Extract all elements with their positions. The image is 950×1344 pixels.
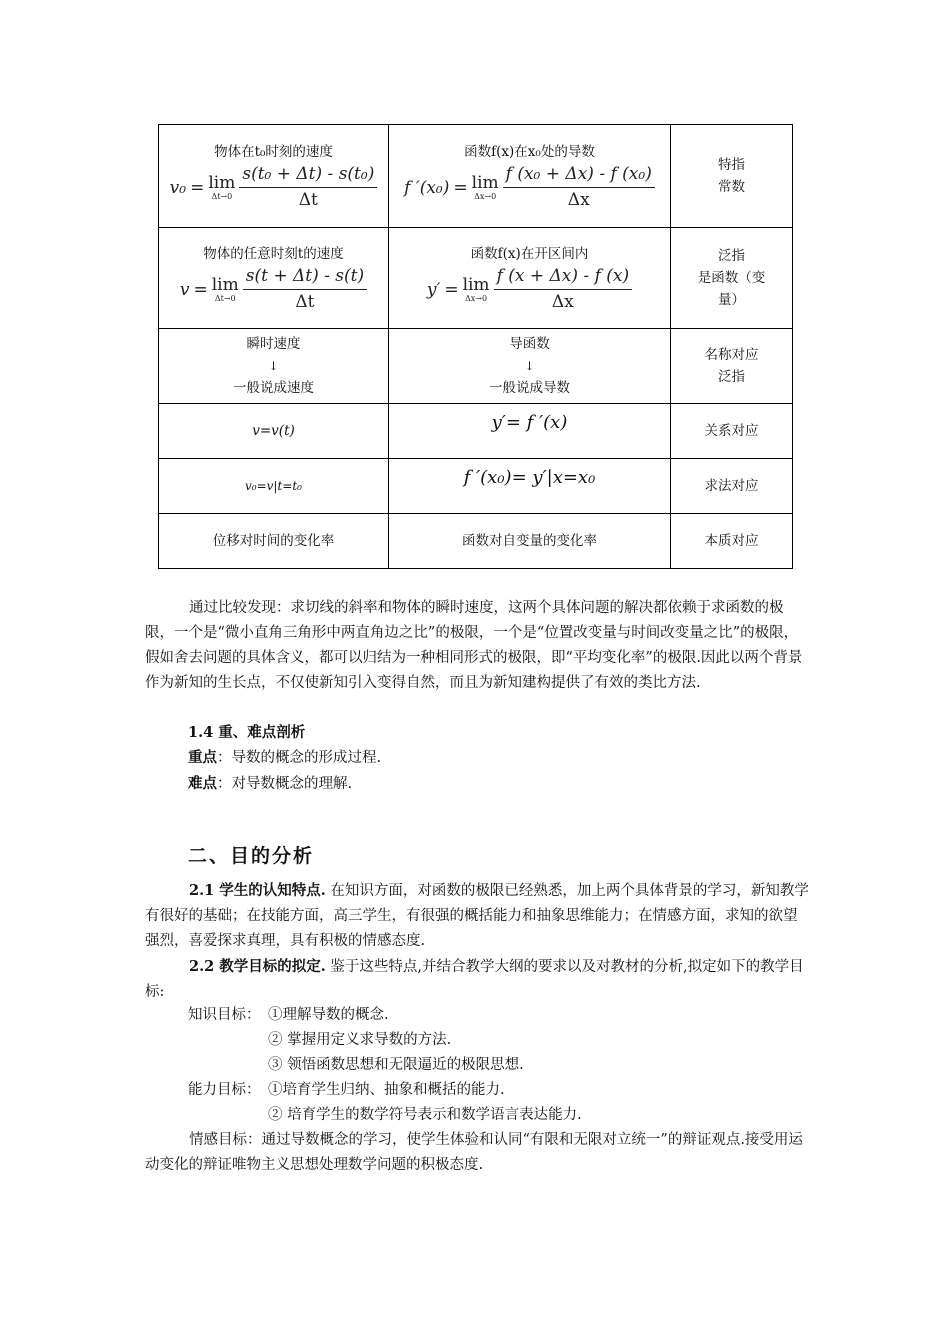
table-row [159,514,793,569]
formula-numerator: s(t₀ + Δt) - s(t₀) [239,165,377,188]
formula-lhs: y′ [426,280,441,300]
paragraph: 通过比较发现：求切线的斜率和物体的瞬时速度，这两个具体问题的解决都依赖于求函数的极限，一个是“微小直角三角形中两直角边之比”的极限，一个是“位置改变量与时间改变量之比”的极限，假如舍去问题的具体含义，都可以归结为一种相同形式的极限，即“平均变化率”的极限.因此以两个背景作为新知的生长点，不仅使新知引入变得自然，而且为新知建构提供了有效的类比方法. [145,600,803,691]
table-cell [671,228,793,329]
formula-denominator: Δt [295,292,315,312]
ability-goal [188,1078,582,1103]
table-cell [389,459,671,514]
subsection-heading: 2.2 教学目标的拟定. [189,958,326,975]
table-cell [671,329,793,404]
subsection-text: 在知识方面，对函数的极限已经熟悉，加上两个具体背景的学习，新知教学有很好的基础；在技能方面，高三学生，有很强的概括能力和抽象思维能力；在情感方面，求知的欲望强烈，喜爱探求真理，具有积极的情感态度. [145,883,809,949]
cell-label: 函数f(x)在开区间内 [470,246,589,263]
section-1-4 [188,720,808,797]
section-heading: 1.4 重、难点剖析 [188,724,306,741]
cell-label: 名称对应 [704,347,759,363]
table-cell [671,514,793,569]
goal-item: ③ 领悟函数思想和无限逼近的极限思想. [268,1057,524,1073]
difficulty-point [188,771,808,797]
key-label: 重点 [188,749,217,766]
knowledge-goal [188,1003,582,1028]
table-cell [671,459,793,514]
formula-lim-sub: Δt→0 [214,294,236,303]
cell-label: 是函数（变 [697,270,766,286]
cell-label: 导函数 [509,336,550,352]
cell-label: 物体的任意时刻t的速度 [203,246,344,263]
formula-lim-sub: Δx→0 [465,294,488,303]
cell-label: 物体在t₀时刻的速度 [214,144,333,161]
derivative-formula: f ′(x₀) = lim Δx→0 $\frac{\text{f (x₀ + Δx) - f (x₀)}}{\Delta x}$ [404,165,655,210]
cell-label: 一般说成速度 [233,380,314,396]
subsection-heading: 2.1 学生的认知特点. [189,882,326,899]
table-row [159,125,793,228]
table-row [159,404,793,459]
goal-label: 能力目标： [188,1082,261,1098]
section-2-1 [145,878,809,1005]
table-cell [159,228,389,329]
comparison-table [158,124,793,569]
table-row [159,459,793,514]
goal-item: ② 培育学生的数学符号表示和数学语言表达能力. [268,1107,582,1123]
formula-lhs: v₀ [169,178,187,198]
derivative-function-formula: y′ = lim Δx→0 $\frac{f (x + \Delta x) - f (x)}{\Delta x}$ [427,267,632,312]
cell-label: 常数 [718,179,745,195]
table-cell [159,329,389,404]
difficulty-text: ：对导数概念的理解. [217,776,353,792]
formula-lhs: f ′(x₀) [404,178,450,198]
table-cell [159,404,389,459]
cell-label: 求法对应 [704,478,759,494]
formula-numerator: f (x + Δx) - f (x) [494,267,633,290]
down-arrow-icon: ↓ [268,359,279,373]
formula-lim: lim [471,173,499,193]
goal-item: ② 掌握用定义求导数的方法. [268,1032,452,1048]
table-cell [159,514,389,569]
key-text: ：导数的概念的形成过程. [217,750,382,766]
table-row [159,329,793,404]
table-cell [671,404,793,459]
cell-label: 关系对应 [704,423,759,439]
velocity-formula: v₀ = lim Δt→0 $\frac{\text{s(t₀ + Δt) - s(t₀)}}{\Delta t}$ [170,165,378,210]
cell-label: 一般说成导数 [489,380,570,396]
key-point [188,745,808,771]
table-cell [389,329,671,404]
goal-label: 知识目标： [188,1007,261,1023]
formula-denominator: Δx [551,292,574,312]
table-cell [389,514,671,569]
paragraph: 情感目标：通过导数概念的学习，使学生体验和认同“有限和无限对立统一”的辩证观点.接受用运动变化的辩证唯物主义思想处理数学问题的积极态度. [145,1132,803,1173]
formula-lim: lim [462,275,490,295]
formula-lim-sub: Δt→0 [211,192,233,201]
formula-lim: lim [208,173,236,193]
cell-label: v=v(t) [252,423,295,439]
goal-item: ①培育学生归纳、抽象和概括的能力. [268,1082,505,1098]
formula-denominator: Δt [298,190,318,210]
cell-label: 本质对应 [704,533,759,549]
cell-label: 位移对时间的变化率 [212,533,335,549]
cell-label: 量） [718,292,745,308]
formula-numerator: f (x₀ + Δx) - f (x₀) [503,165,655,188]
cell-label: 函数f(x)在x₀处的导数 [464,144,595,161]
cell-label: 泛指 [718,369,745,385]
emotion-goal [145,1128,809,1178]
down-arrow-icon: ↓ [524,359,535,373]
comparison-paragraph [145,596,809,696]
formula-lim-sub: Δx→0 [474,192,497,201]
paragraph [145,954,809,1005]
formula-denominator: Δx [567,190,590,210]
relation-formula: y′= f ′(x) [491,411,568,433]
section-title: 二、目的分析 [188,845,315,867]
table-row [159,228,793,329]
table-cell [389,228,671,329]
cell-label: 瞬时速度 [246,336,301,352]
table-cell [389,404,671,459]
cell-label: 函数对自变量的变化率 [462,533,597,549]
table-cell [159,125,389,228]
formula-lim: lim [211,275,239,295]
teaching-goals [188,1003,582,1128]
difficulty-label: 难点 [188,775,217,792]
formula-numerator: s(t + Δt) - s(t) [243,267,367,290]
subsection-text: 鉴于这些特点,并结合教学大纲的要求以及对教材的分析,拟定如下的教学目标: [145,959,804,1000]
cell-label: v₀=v|t=t₀ [245,479,302,493]
table-cell [671,125,793,228]
velocity-function-formula: v = lim Δt→0 $\frac{s(t + \Delta t) - s(t)}{\Delta t}$ [180,267,367,312]
table-cell [389,125,671,228]
evaluation-formula: f ′(x₀)= y′|x=x₀ [463,466,596,488]
cell-label: 特指 [718,157,745,173]
paragraph [145,878,809,954]
goal-item: ①理解导数的概念. [268,1007,389,1023]
table-cell [159,459,389,514]
cell-label: 泛指 [718,248,745,264]
formula-lhs: v [179,280,190,300]
